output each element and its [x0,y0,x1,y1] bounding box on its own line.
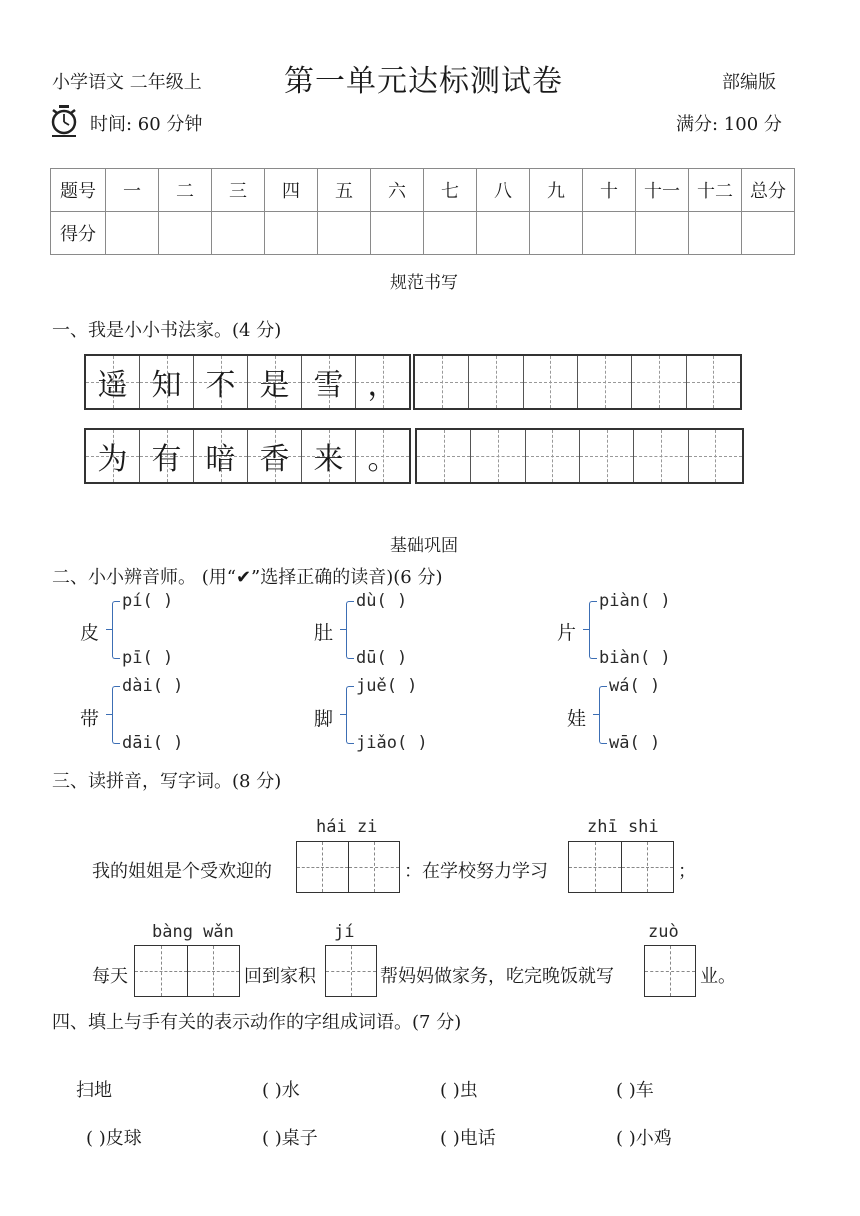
col-header: 三 [212,169,265,212]
copy-cell: 暗 [193,430,247,482]
pinyin-hint: bàng wǎn [152,922,234,942]
fill-item[interactable]: ( )水 [262,1080,300,1101]
pinyin-option[interactable]: dù( ) [356,591,408,611]
copy-cell: 。 [355,430,409,482]
sentence-text: ； [678,861,696,882]
copy-cell: 不 [193,356,247,408]
pinyin-option[interactable]: piàn( ) [599,591,671,611]
col-header: 十二 [689,169,742,212]
score-cell[interactable] [265,212,318,255]
copy-cell: 来 [301,430,355,482]
copy-cell: 雪 [301,356,355,408]
row-label-question: 题号 [51,169,106,212]
writing-cell[interactable] [297,842,348,892]
score-cell[interactable] [424,212,477,255]
writing-cell[interactable] [688,430,742,482]
copy-cell: 知 [139,356,193,408]
col-header: 八 [477,169,530,212]
question-4-title: 四、填上与手有关的表示动作的字组成词语。(7 分) [52,1012,462,1033]
bracket-icon [346,686,354,744]
col-header: 二 [159,169,212,212]
bracket-icon [112,601,120,659]
question-1-title: 一、我是小小书法家。(4 分) [52,320,282,341]
alarm-clock-icon [50,104,78,138]
score-cell[interactable] [106,212,159,255]
score-cell[interactable] [477,212,530,255]
col-header: 七 [424,169,477,212]
section-heading-basics: 基础巩固 [390,536,458,556]
pinyin-char-pi: 皮 [80,622,100,644]
score-cell[interactable] [318,212,371,255]
fill-item[interactable]: ( )皮球 [86,1128,142,1149]
sentence-text: ：在学校努力学习 [404,861,548,882]
col-header: 十 [583,169,636,212]
fill-item[interactable]: ( )车 [616,1080,654,1101]
pinyin-char-dai: 带 [80,708,100,730]
pinyin-option[interactable]: dāi( ) [122,733,184,753]
pinyin-char-du: 肚 [314,622,334,644]
copy-cell: 是 [247,356,301,408]
fill-item: 扫地 [76,1080,112,1101]
pinyin-option[interactable]: biàn( ) [599,648,671,668]
sentence-text: 每天 [92,966,128,987]
bracket-icon [599,686,607,744]
writing-cell[interactable] [645,946,695,996]
row-label-score: 得分 [51,212,106,255]
bracket-tip [593,714,599,715]
fill-item[interactable]: ( )虫 [440,1080,478,1101]
pinyin-option[interactable]: jiǎo( ) [356,733,428,753]
writing-cell[interactable] [569,842,621,892]
pinyin-char-jiao: 脚 [314,708,334,730]
col-header: 总分 [742,169,795,212]
score-cell[interactable] [212,212,265,255]
writing-cell[interactable] [525,430,579,482]
score-cell[interactable] [159,212,212,255]
practice-grid-line-2[interactable] [415,428,744,484]
score-cell[interactable] [371,212,424,255]
section-heading-writing: 规范书写 [390,273,458,293]
bracket-icon [112,686,120,744]
pinyin-hint: zhī shi [587,817,659,837]
pinyin-option[interactable]: juě( ) [356,676,418,696]
sentence-text: 帮妈妈做家务，吃完晚饭就写 [380,966,614,987]
time-limit: 时间: 60 分钟 [90,114,203,135]
fill-item[interactable]: ( )小鸡 [616,1128,672,1149]
writing-cell[interactable] [621,842,674,892]
writing-cell[interactable] [187,946,240,996]
question-3-title: 三、读拼音，写字词。(8 分) [52,771,282,792]
copy-cell: 为 [86,430,139,482]
answer-grid[interactable] [568,841,674,893]
pinyin-hint: jí [334,922,355,942]
edition-label: 部编版 [722,72,776,93]
score-cell[interactable] [742,212,795,255]
writing-cell[interactable] [579,430,633,482]
copy-cell: 遥 [86,356,139,408]
writing-cell[interactable] [470,430,524,482]
model-characters-line-2 [84,428,411,484]
bracket-icon [346,601,354,659]
score-cell[interactable] [583,212,636,255]
bracket-tip [340,714,346,715]
copy-cell: ， [355,356,409,408]
answer-grid[interactable] [134,945,240,997]
copy-cell: 香 [247,430,301,482]
bracket-tip [583,629,589,630]
pinyin-option[interactable]: dū( ) [356,648,408,668]
question-number-row [51,169,795,212]
col-header: 十一 [636,169,689,212]
score-cell[interactable] [530,212,583,255]
bracket-tip [340,629,346,630]
question-2-title: 二、小小辨音师。 (用“✔”选择正确的读音)(6 分) [52,567,443,588]
fill-item[interactable]: ( )电话 [440,1128,496,1149]
answer-grid[interactable] [325,945,377,997]
pinyin-hint: zuò [648,922,679,942]
pinyin-option[interactable]: pí( ) [122,591,174,611]
writing-cell[interactable] [686,356,740,408]
subject-grade: 小学语文 二年级上 [52,72,202,93]
writing-cell[interactable] [577,356,631,408]
writing-cell[interactable] [326,946,376,996]
copy-cell: 有 [139,430,193,482]
pinyin-option[interactable]: wá( ) [609,676,661,696]
writing-cell[interactable] [631,356,685,408]
sentence-text: 我的姐姐是个受欢迎的 [92,861,272,882]
writing-cell[interactable] [417,430,470,482]
pinyin-option[interactable]: dài( ) [122,676,184,696]
col-header: 四 [265,169,318,212]
writing-cell[interactable] [415,356,468,408]
writing-cell[interactable] [348,842,400,892]
pinyin-option[interactable]: pī( ) [122,648,174,668]
answer-grid[interactable] [644,945,696,997]
sentence-text: 业。 [700,966,736,987]
col-header: 九 [530,169,583,212]
page-title: 第一单元达标测试卷 [284,64,563,99]
bracket-tip [106,629,112,630]
writing-cell[interactable] [468,356,522,408]
pinyin-char-wa: 娃 [567,708,587,730]
full-score: 满分: 100 分 [676,114,782,135]
pinyin-hint: hái zi [316,817,378,837]
pinyin-char-pian: 片 [557,622,577,644]
bracket-icon [589,601,597,659]
writing-cell[interactable] [523,356,577,408]
model-characters-line-1 [84,354,411,410]
bracket-tip [106,714,112,715]
fill-item[interactable]: ( )桌子 [262,1128,318,1149]
score-row [51,212,795,255]
col-header: 六 [371,169,424,212]
answer-grid[interactable] [296,841,400,893]
writing-cell[interactable] [633,430,687,482]
pinyin-option[interactable]: wā( ) [609,733,661,753]
writing-cell[interactable] [135,946,187,996]
practice-grid-line-1[interactable] [413,354,742,410]
score-table [50,168,795,255]
score-cell[interactable] [689,212,742,255]
sentence-text: 回到家积 [244,966,316,987]
col-header: 五 [318,169,371,212]
score-cell[interactable] [636,212,689,255]
col-header: 一 [106,169,159,212]
